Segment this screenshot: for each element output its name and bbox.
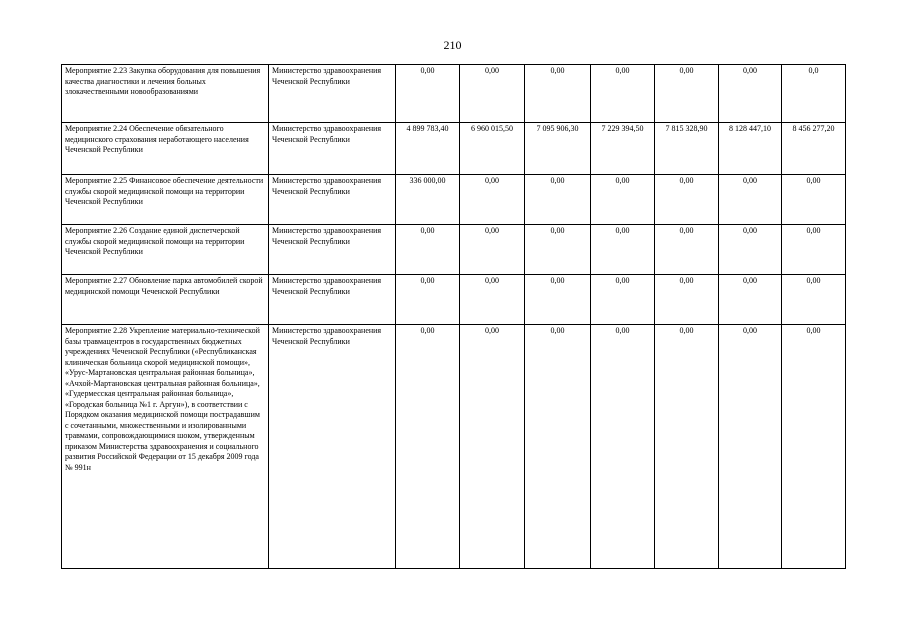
- value-cell: 0,00: [591, 325, 655, 569]
- value-cell: 0,00: [460, 175, 525, 225]
- value-cell: 8 456 277,20: [782, 123, 846, 175]
- value-cell: 336 000,00: [396, 175, 460, 225]
- value-cell: 0,00: [782, 225, 846, 275]
- value-cell: 0,00: [655, 225, 719, 275]
- value-cell: 8 128 447,10: [719, 123, 782, 175]
- activity-cell: Мероприятие 2.26 Создание единой диспетчерской службы скорой медицинской помощи на территории Чеченской Республики: [62, 225, 269, 275]
- value-cell: 0,00: [460, 65, 525, 123]
- activity-cell: Мероприятие 2.25 Финансовое обеспечение деятельности службы скорой медицинской помощи на территории Чеченской Республики: [62, 175, 269, 225]
- activity-cell: Мероприятие 2.23 Закупка оборудования для повышения качества диагностики и лечения больных злокачественными новообразованиями: [62, 65, 269, 123]
- value-cell: 0,00: [525, 225, 591, 275]
- value-cell: 0,00: [525, 175, 591, 225]
- value-cell: 0,00: [460, 225, 525, 275]
- value-cell: 0,00: [396, 275, 460, 325]
- value-cell: 0,00: [396, 225, 460, 275]
- value-cell: 0,00: [719, 65, 782, 123]
- value-cell: 0,00: [460, 275, 525, 325]
- value-cell: 0,00: [591, 65, 655, 123]
- organization-cell: Министерство здравоохранения Чеченской Республики: [269, 275, 396, 325]
- table-row: [62, 325, 846, 569]
- organization-cell: Министерство здравоохранения Чеченской Республики: [269, 65, 396, 123]
- organization-cell: Министерство здравоохранения Чеченской Республики: [269, 225, 396, 275]
- value-cell: 7 815 328,90: [655, 123, 719, 175]
- table-row: [62, 65, 846, 123]
- value-cell: 0,00: [396, 325, 460, 569]
- value-cell: 0,00: [591, 225, 655, 275]
- value-cell: 0,00: [719, 225, 782, 275]
- table-row: [62, 123, 846, 175]
- value-cell: 0,00: [655, 325, 719, 569]
- budget-table: [61, 64, 846, 569]
- value-cell: 0,00: [719, 275, 782, 325]
- value-cell: 0,00: [460, 325, 525, 569]
- value-cell: 7 229 394,50: [591, 123, 655, 175]
- table-row: [62, 275, 846, 325]
- organization-cell: Министерство здравоохранения Чеченской Республики: [269, 175, 396, 225]
- value-cell: 0,00: [525, 325, 591, 569]
- value-cell: 0,00: [782, 325, 846, 569]
- value-cell: 0,00: [525, 65, 591, 123]
- table-row: [62, 225, 846, 275]
- value-cell: 0,00: [655, 175, 719, 225]
- table-row: [62, 175, 846, 225]
- page-number: 210: [443, 38, 462, 52]
- value-cell: 0,0: [782, 65, 846, 123]
- activity-cell: Мероприятие 2.24 Обеспечение обязательного медицинского страхования неработающего населения Чеченской Республики: [62, 123, 269, 175]
- value-cell: 0,00: [525, 275, 591, 325]
- value-cell: 7 095 906,30: [525, 123, 591, 175]
- activity-cell: Мероприятие 2.28 Укрепление материально-технической базы травмацентров в государственных бюджетных учреждениях Чеченской Республики («Республиканская клиническая больница скорой медицинской помощи», «Урус-Мартановская центральная районная больница», «Ачхой-Мартановская центральная районная больница», «Гудермесская центральная районная больница», «Городская больница №1 г. Аргун»), в соответствии с Порядком оказания медицинской помощи пострадавшим с сочетанными, множественными и изолированными травмами, сопровождающимися шоком, утвержденным приказом Министерства здравоохранения и социального развития Российской Федерации от 15 декабря 2009 года № 991н: [62, 325, 269, 569]
- value-cell: 0,00: [782, 275, 846, 325]
- value-cell: 0,00: [591, 275, 655, 325]
- value-cell: 0,00: [719, 175, 782, 225]
- value-cell: 6 960 015,50: [460, 123, 525, 175]
- activity-cell: Мероприятие 2.27 Обновление парка автомобилей скорой медицинской помощи Чеченской Республики: [62, 275, 269, 325]
- value-cell: 0,00: [782, 175, 846, 225]
- organization-cell: Министерство здравоохранения Чеченской Республики: [269, 123, 396, 175]
- organization-cell: Министерство здравоохранения Чеченской Республики: [269, 325, 396, 569]
- value-cell: 0,00: [591, 175, 655, 225]
- value-cell: 0,00: [396, 65, 460, 123]
- value-cell: 4 899 783,40: [396, 123, 460, 175]
- value-cell: 0,00: [719, 325, 782, 569]
- value-cell: 0,00: [655, 65, 719, 123]
- value-cell: 0,00: [655, 275, 719, 325]
